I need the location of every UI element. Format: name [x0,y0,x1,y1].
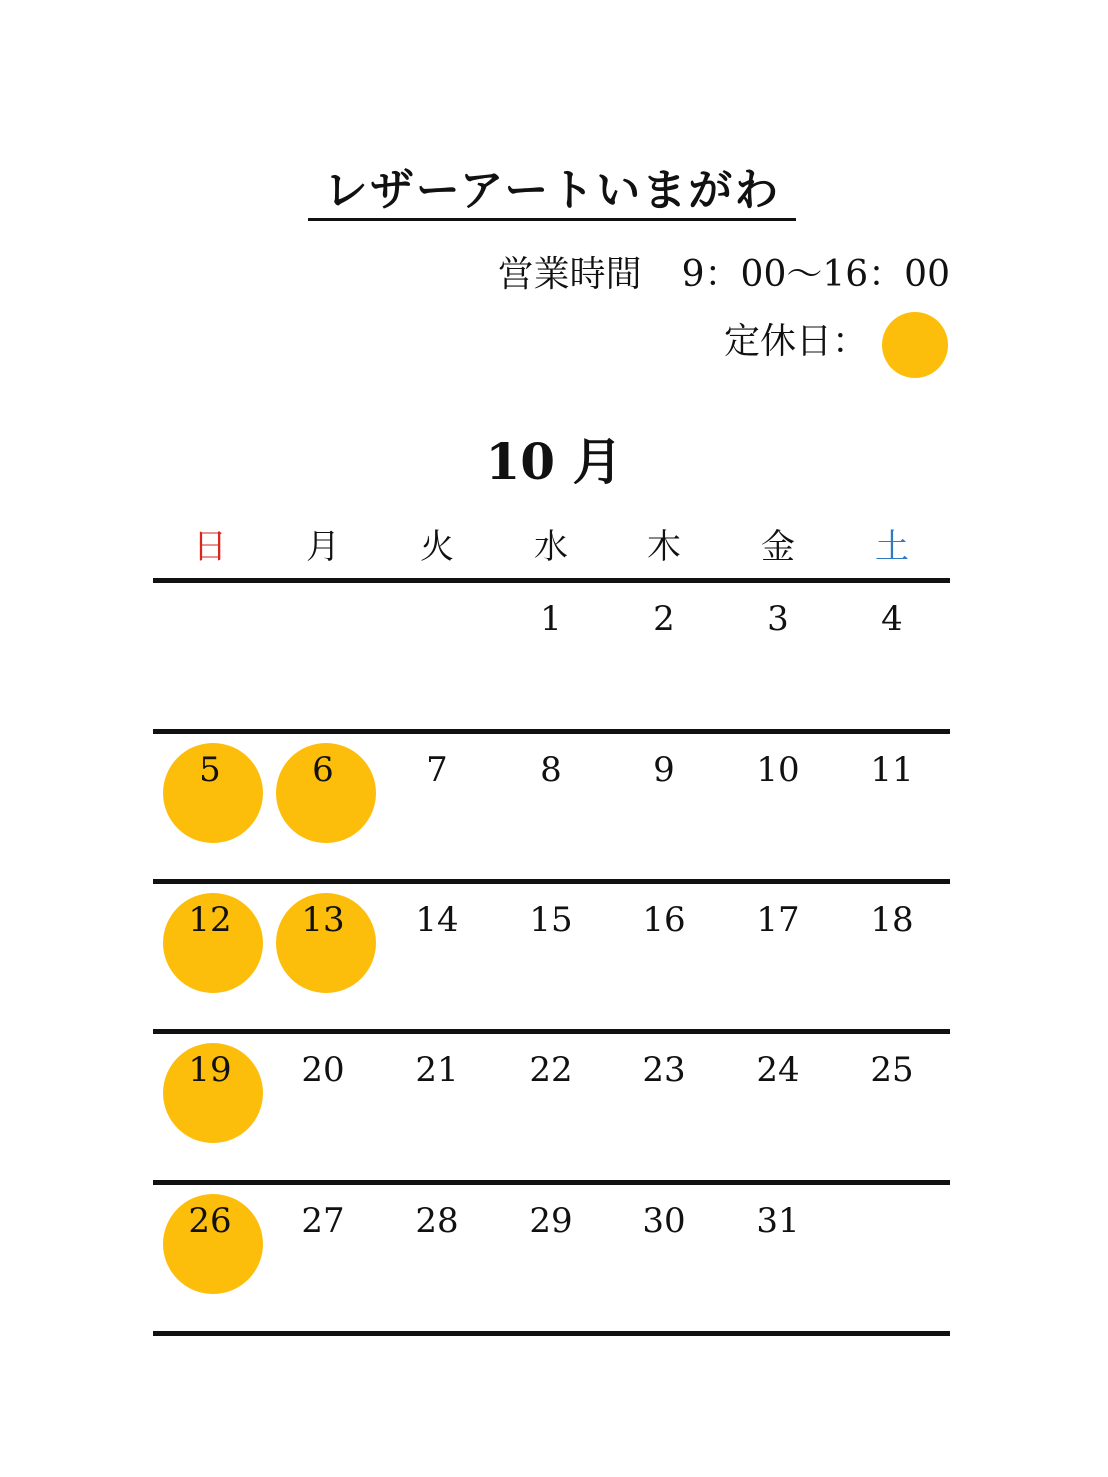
calendar-day: 10 [756,750,800,790]
calendar-day: 15 [529,900,573,940]
calendar-day: 19 [188,1050,232,1090]
calendar-day: 23 [642,1050,686,1090]
week-divider [153,1029,950,1034]
calendar-day: 1 [540,599,562,639]
calendar-day: 18 [870,900,914,940]
weekday-fri: 金 [761,527,795,567]
calendar-day: 25 [870,1050,914,1090]
business-hours-label: 営業時間 [497,254,642,295]
week-divider [153,879,950,884]
calendar-day: 14 [415,900,459,940]
business-hours [498,250,950,300]
calendar-day: 17 [756,900,800,940]
calendar-day: 21 [415,1050,459,1090]
calendar-day: 28 [415,1201,459,1241]
calendar-day: 20 [301,1050,345,1090]
calendar-day: 29 [529,1201,573,1241]
calendar-day: 4 [881,599,903,639]
closed-day-circle-icon [882,312,948,378]
calendar-day: 6 [312,750,334,790]
calendar-day: 7 [426,750,448,790]
weekday-thu: 木 [647,527,681,567]
calendar-day: 9 [653,750,675,790]
shop-title: レザーアートいまがわ [323,165,781,216]
weekday-mon: 月 [306,527,340,567]
closed-day-legend [724,312,948,378]
calendar-day: 12 [188,900,232,940]
title-underline [308,218,796,221]
calendar-day: 5 [199,750,221,790]
week-divider [153,1180,950,1185]
calendar-day: 24 [756,1050,800,1090]
weekday-sat: 土 [875,527,909,567]
calendar-day: 27 [301,1201,345,1241]
calendar-day: 11 [870,750,914,790]
calendar-day: 13 [301,900,345,940]
calendar-day: 16 [642,900,686,940]
month-title: 10 月 [485,432,623,491]
weekday-sun: 日 [193,527,227,567]
calendar-day: 26 [188,1201,232,1241]
business-hours-value: 9：00～16：00 [681,254,950,295]
calendar-day: 30 [642,1201,686,1241]
week-divider [153,578,950,583]
calendar-day: 22 [529,1050,573,1090]
week-divider [153,1331,950,1336]
closed-day-legend-label: 定休日： [723,321,868,362]
calendar-day: 2 [653,599,675,639]
week-divider [153,729,950,734]
calendar-day: 31 [756,1201,800,1241]
calendar-day: 3 [767,599,789,639]
calendar-day: 8 [540,750,562,790]
weekday-tue: 火 [420,527,454,567]
weekday-wed: 水 [534,527,568,567]
